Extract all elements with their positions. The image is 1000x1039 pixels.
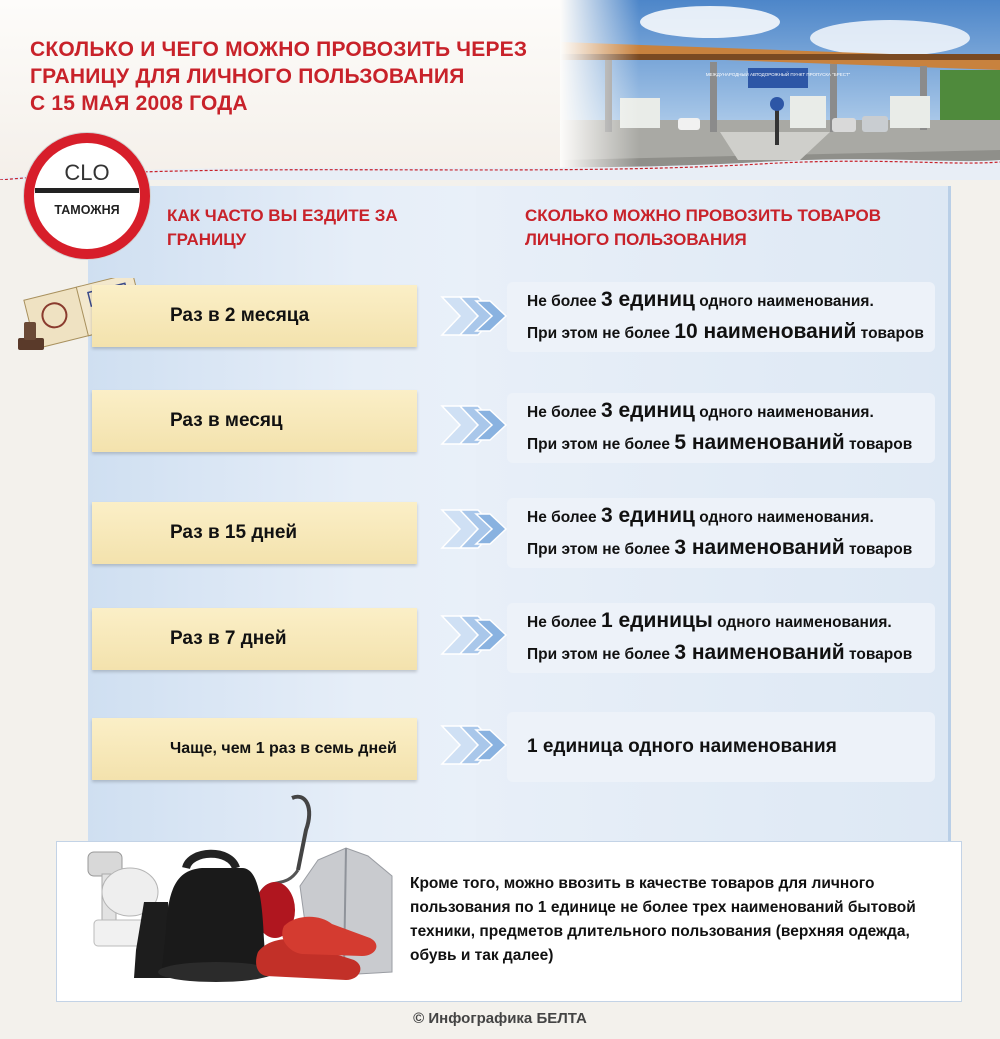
frequency-label: Раз в 7 дней [92, 608, 417, 670]
allowance-line: Не более 1 единицы одного наименования. [527, 609, 892, 632]
arrow-icon [440, 722, 512, 768]
allowance-line: Не более 3 единиц одного наименования. [527, 504, 874, 527]
arrow-icon [440, 612, 512, 658]
allowance-box [507, 603, 935, 673]
title-line: С 15 МАЯ 2008 ГОДА [30, 92, 248, 115]
allowance-line: Не более 3 единиц одного наименования. [527, 399, 874, 422]
allowance-box [507, 498, 935, 568]
title-line: СКОЛЬКО И ЧЕГО МОЖНО ПРОВОЗИТЬ ЧЕРЕЗ [30, 38, 528, 61]
allowance-box [507, 393, 935, 463]
frequency-column-header: КАК ЧАСТО ВЫ ЕЗДИТЕ ЗА ГРАНИЦУ [167, 206, 398, 249]
allowance-line: При этом не более 3 наименований товаров [527, 536, 913, 559]
note-text: Кроме того, можно ввозить в качестве товаров для личного пользования по 1 единице не более трех наименований бытовой техники, предметов длительного пользования (верхняя одежда, обувь и так далее) [410, 875, 916, 964]
allowance-line: При этом не более 5 наименований товаров [527, 431, 913, 454]
allowance-column-header: СКОЛЬКО МОЖНО ПРОВОЗИТЬ ТОВАРОВ ЛИЧНОГО ПОЛЬЗОВАНИЯ [525, 206, 882, 249]
frequency-label: Раз в месяц [92, 390, 417, 452]
frequency-label: Раз в 15 дней [92, 502, 417, 564]
arrow-icon [440, 293, 512, 339]
allowance-line: При этом не более 10 наименований товаров [527, 320, 924, 343]
arrow-icon [440, 506, 512, 552]
customs-sign-bottom: ТАМОЖНЯ [54, 203, 120, 217]
customs-sign-top: CLO [64, 160, 110, 185]
title-line: ГРАНИЦУ ДЛЯ ЛИЧНОГО ПОЛЬЗОВАНИЯ [30, 65, 465, 88]
allowance-line: 1 единица одного наименования [527, 736, 837, 757]
household-goods-illustration [70, 790, 410, 1000]
allowance-box [507, 712, 935, 782]
allowance-line: При этом не более 3 наименований товаров [527, 641, 913, 664]
footer-credit: © Инфографика БЕЛТА [413, 1010, 587, 1027]
frequency-label: Чаще, чем 1 раз в семь дней [92, 718, 417, 780]
allowance-line: Не более 3 единиц одного наименования. [527, 288, 874, 311]
allowance-box [507, 282, 935, 352]
customs-sign-icon [21, 130, 153, 262]
frequency-label: Раз в 2 месяца [92, 285, 417, 347]
border-checkpoint-photo [560, 0, 1000, 172]
arrow-icon [440, 402, 512, 448]
page-title [30, 36, 550, 117]
